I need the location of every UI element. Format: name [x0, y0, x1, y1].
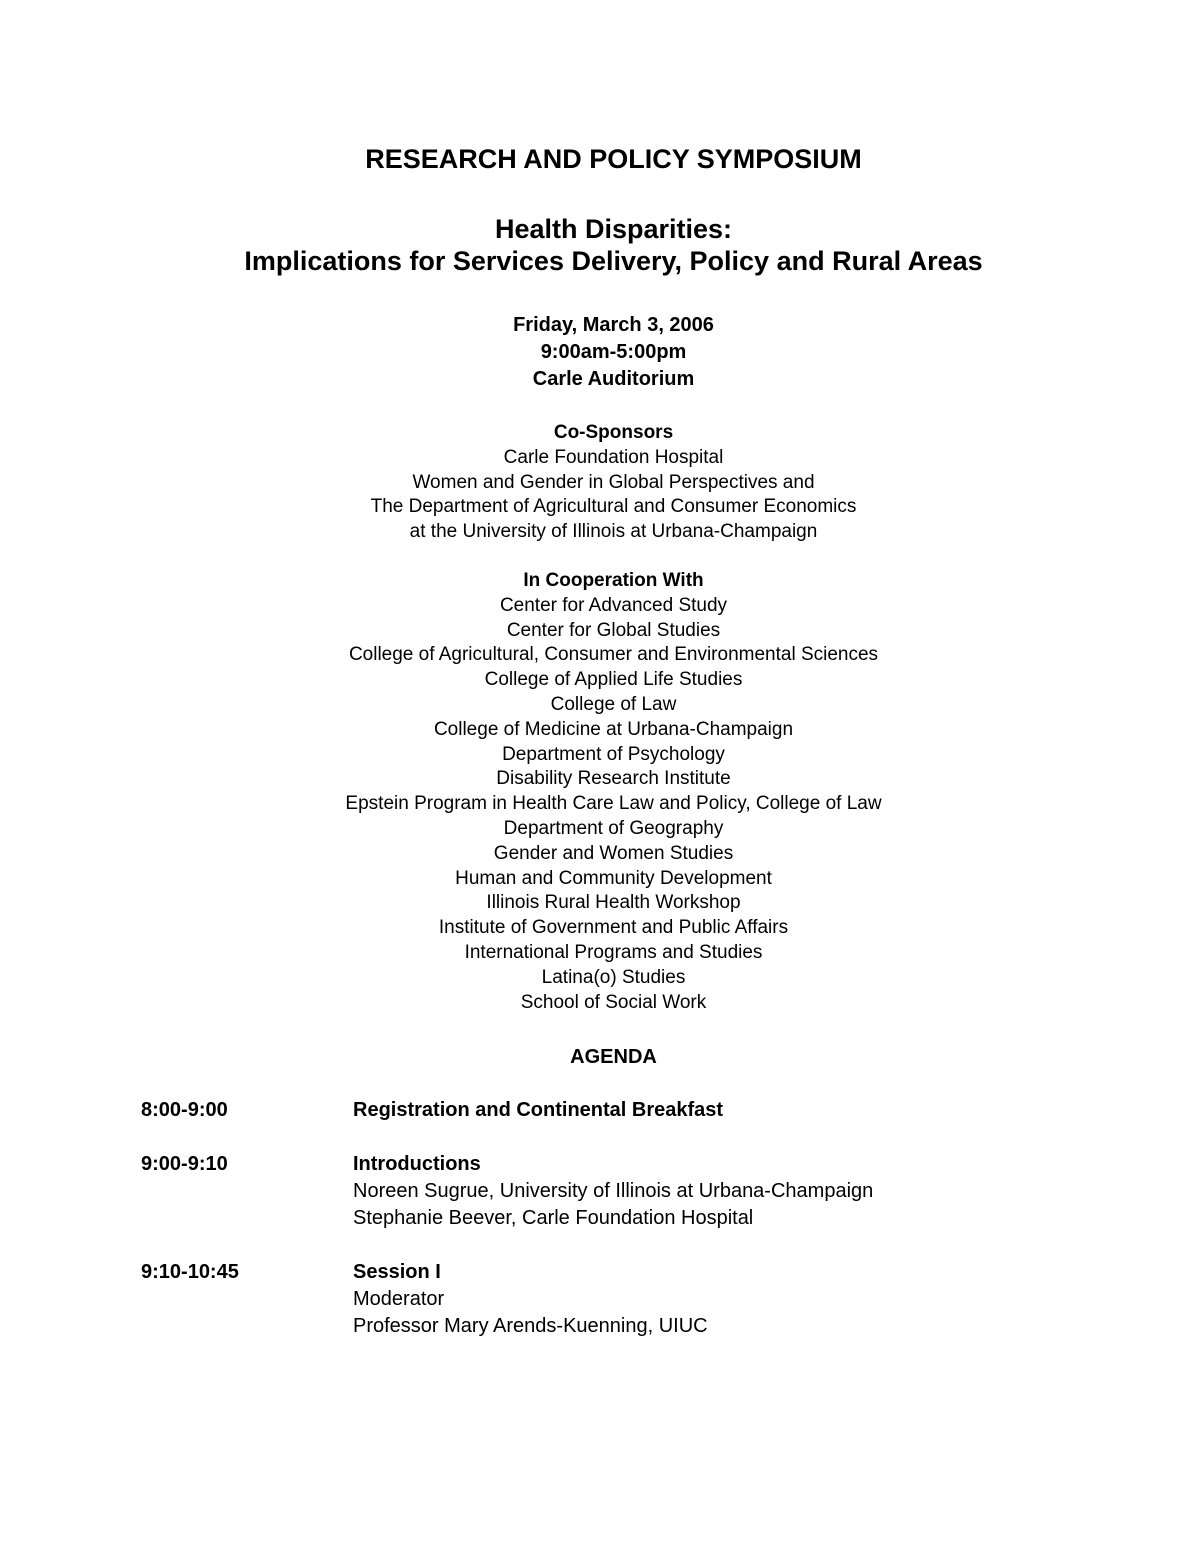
sponsor-item: The Department of Agricultural and Consumer Economics	[370, 496, 857, 518]
event-location: Carle Auditorium	[532, 368, 695, 390]
agenda-item-detail: Moderator	[353, 1288, 445, 1310]
cooperation-item: Latina(o) Studies	[541, 966, 686, 988]
subtitle-line-1: Health Disparities:	[494, 214, 733, 244]
subtitle-line-2: Implications for Services Delivery, Policy and Rural Areas	[244, 246, 983, 276]
cooperation-item: Disability Research Institute	[496, 768, 731, 790]
agenda-time: 8:00-9:00	[141, 1099, 228, 1121]
cooperation-item: Gender and Women Studies	[493, 842, 734, 864]
cooperation-item: School of Social Work	[520, 991, 707, 1013]
sponsor-item: Women and Gender in Global Perspectives and	[412, 471, 815, 493]
agenda-body	[353, 1151, 873, 1232]
cooperation-item: College of Applied Life Studies	[484, 669, 743, 691]
agenda-item-detail: Professor Mary Arends-Kuenning, UIUC	[353, 1315, 708, 1337]
agenda-time: 9:10-10:45	[141, 1261, 239, 1283]
cooperation-item: College of Law	[550, 693, 677, 715]
agenda-time: 9:00-9:10	[141, 1153, 228, 1175]
sponsor-item: at the University of Illinois at Urbana-Champaign	[409, 521, 818, 543]
cooperation-item: College of Agricultural, Consumer and Environmental Sciences	[348, 644, 879, 666]
cooperation-item: Department of Psychology	[502, 743, 725, 765]
co-sponsors-section	[0, 421, 1200, 545]
document-subtitle	[0, 213, 1200, 277]
agenda-body	[353, 1097, 723, 1124]
agenda-item-title: Registration and Continental Breakfast	[353, 1099, 724, 1121]
cooperation-item: Center for Global Studies	[506, 619, 721, 641]
event-info	[0, 312, 1200, 393]
sponsor-item: Carle Foundation Hospital	[503, 446, 724, 468]
cooperation-item: Center for Advanced Study	[499, 594, 728, 616]
agenda-item	[141, 1097, 1141, 1124]
cooperation-item: International Programs and Studies	[464, 941, 763, 963]
agenda-list	[141, 1097, 1141, 1367]
cooperation-item: Institute of Government and Public Affairs	[438, 917, 789, 939]
cooperation-item: Human and Community Development	[455, 867, 772, 889]
event-date: Friday, March 3, 2006	[513, 314, 714, 336]
event-time: 9:00am-5:00pm	[540, 341, 687, 363]
agenda-item	[141, 1151, 1141, 1232]
document-title: RESEARCH AND POLICY SYMPOSIUM	[365, 144, 862, 174]
agenda-item-detail: Noreen Sugrue, University of Illinois at Urbana-Champaign	[353, 1180, 874, 1202]
cooperation-item: Department of Geography	[503, 817, 724, 839]
agenda-item-detail: Stephanie Beever, Carle Foundation Hospital	[353, 1207, 754, 1229]
agenda-item	[141, 1259, 1141, 1340]
cooperation-heading: In Cooperation With	[523, 570, 704, 591]
agenda-item-title: Session I	[353, 1261, 441, 1283]
agenda-body	[353, 1259, 708, 1340]
agenda-heading: AGENDA	[570, 1046, 657, 1068]
agenda-item-title: Introductions	[353, 1153, 481, 1175]
cooperation-item: College of Medicine at Urbana-Champaign	[433, 718, 794, 740]
cooperation-section	[0, 569, 1200, 1015]
co-sponsors-heading: Co-Sponsors	[553, 422, 674, 443]
cooperation-item: Epstein Program in Health Care Law and Policy, College of Law	[345, 793, 882, 815]
cooperation-item: Illinois Rural Health Workshop	[486, 892, 741, 914]
